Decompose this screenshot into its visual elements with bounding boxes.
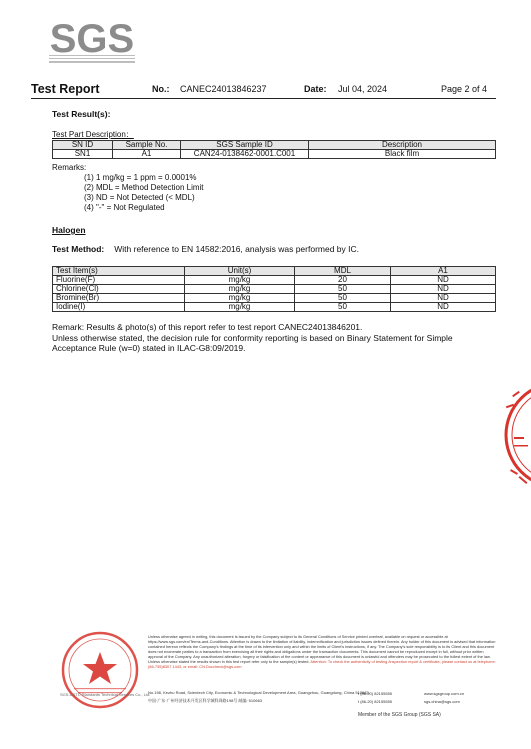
column-header: Sample No. — [113, 141, 181, 150]
table-cell: A1 — [113, 150, 181, 159]
table-cell: Chlorine(Cl) — [53, 285, 185, 294]
table-cell: mg/kg — [185, 294, 295, 303]
report-no-value: CANEC24013846237 — [180, 84, 267, 94]
page-number: Page 2 of 4 — [440, 84, 487, 94]
remark-item: (3) ND = Not Detected (< MDL) — [84, 193, 195, 202]
company-seal-icon — [60, 630, 140, 710]
table-row — [53, 294, 496, 303]
test-method-text: With reference to EN 14582:2016, analysis was performed by IC. — [114, 244, 359, 254]
remarks-label: Remarks: — [52, 163, 87, 172]
table-cell: ND — [391, 276, 496, 285]
column-header: MDL — [295, 267, 391, 276]
test-method — [52, 244, 359, 254]
test-part-description-label: Test Part Description： — [52, 130, 134, 139]
test-method-label: Test Method: — [52, 244, 105, 254]
column-header: SGS Sample ID — [181, 141, 309, 150]
table-cell: 50 — [295, 303, 391, 312]
test-results-heading: Test Result(s): — [52, 109, 111, 119]
table-cell: mg/kg — [185, 285, 295, 294]
address-english: No.198, Kezhu Road, Scientech City, Economic & Technological Development Area, Guangzhou, Guangdong, China 510663 — [148, 690, 369, 695]
remarks-block — [52, 163, 204, 213]
column-header: Unit(s) — [185, 267, 295, 276]
table-cell: mg/kg — [185, 276, 295, 285]
table-cell: Black film — [309, 150, 496, 159]
column-header: SN ID — [53, 141, 113, 150]
halogen-results-table — [52, 266, 496, 312]
website: www.sgsgroup.com.cn — [424, 691, 465, 696]
table-cell: SN1 — [53, 150, 113, 159]
report-date-label: Date: — [304, 84, 327, 94]
email: sgs.china@sgs.com — [424, 699, 460, 704]
table-cell: 50 — [295, 294, 391, 303]
terms-text: Unless otherwise agreed in writing, this document is issued by the Company subject to its General Conditions of Service printed overleaf, available on request or accessible at https://www.sgs.com/en/Terms-and-Conditions. Attention is drawn to the limitation of liability, indemnification and jurisdiction issues defined therein. Any holder of this document is advised that information contained hereon reflects the Company's findings at the time of its intervention only and within the limits of Client's instructions, if any. The Company's sole responsibility is to its Client and this document does not exonerate parties to a transaction from exercising all their rights and obligations under the transaction documents. This document cannot be reproduced except in full, without prior written approval of the Company. Any unauthorized alteration, forgery or falsification of the content or appearance of this document is unlawful and offenders may be prosecuted to the fullest extent of the law. Unless otherwise stated the results shown in this test report refer only to the sample(s) tested. — [148, 634, 496, 664]
table-cell: mg/kg — [185, 303, 295, 312]
table-header-row — [53, 267, 496, 276]
remark-item: (4) "-" = Not Regulated — [84, 203, 165, 212]
table-row — [53, 276, 496, 285]
remark-line: Unless otherwise stated, the decision rule for conformity reporting is based on Binary Statement for Simple Acceptance Rule (w=0) stated in ILAC-G8:09/2019. — [52, 332, 453, 353]
report-date-value: Jul 04, 2024 — [338, 84, 388, 94]
address-chinese: 中国·广东·广州经济技术开发区科学城科珠路198号 邮编: 510663 — [148, 698, 263, 703]
report-title: Test Report — [31, 82, 100, 96]
svg-text:SGS: SGS — [49, 17, 135, 61]
table-cell: Fluorine(F) — [53, 276, 185, 285]
table-cell: CAN24-0138462-0001.C001 — [181, 150, 309, 159]
remark-item: (1) 1 mg/kg = 1 ppm = 0.0001% — [84, 173, 197, 182]
web-block — [424, 690, 464, 706]
column-header: Description — [309, 141, 496, 150]
table-cell: 50 — [295, 285, 391, 294]
halogen-heading: Halogen — [52, 225, 86, 235]
table-row — [53, 303, 496, 312]
table-row — [53, 285, 496, 294]
table-row — [53, 150, 496, 159]
table-cell: 20 — [295, 276, 391, 285]
column-header: Test Item(s) — [53, 267, 185, 276]
telephone-1: t (86-20) 82155555 — [358, 691, 393, 696]
sample-table — [52, 140, 496, 159]
header-divider — [31, 98, 496, 99]
telephone-block — [358, 690, 392, 706]
inspection-seal-partial-icon — [500, 375, 531, 495]
table-cell: ND — [391, 285, 496, 294]
table-cell: Bromine(Br) — [53, 294, 185, 303]
member-statement: Member of the SGS Group (SGS SA) — [358, 712, 441, 718]
company-name-footer: SGS-CSTC Standards Technical Services Co., Ltd. — [60, 692, 151, 697]
terms-fine-print — [148, 634, 498, 669]
column-header: A1 — [391, 267, 496, 276]
report-remarks — [52, 322, 492, 354]
table-cell: Iodine(I) — [53, 303, 185, 312]
authenticity-check-text: Attention: To check the authenticity of testing /inspection report & certificate, please contact us at telephone: (86-755)8307 1443, or email: CN.Doccheck@sgs.com — [148, 659, 496, 669]
telephone-2: t (86-20) 82155555 — [358, 699, 393, 704]
table-cell: ND — [391, 294, 496, 303]
remark-item: (2) MDL = Method Detection Limit — [84, 183, 204, 192]
sgs-logo — [49, 14, 135, 66]
table-cell: ND — [391, 303, 496, 312]
remark-line: Remark: Results & photo(s) of this report refer to test report CANEC24013846201. — [52, 322, 363, 332]
report-header — [31, 82, 496, 98]
report-no-label: No.: — [152, 84, 170, 94]
